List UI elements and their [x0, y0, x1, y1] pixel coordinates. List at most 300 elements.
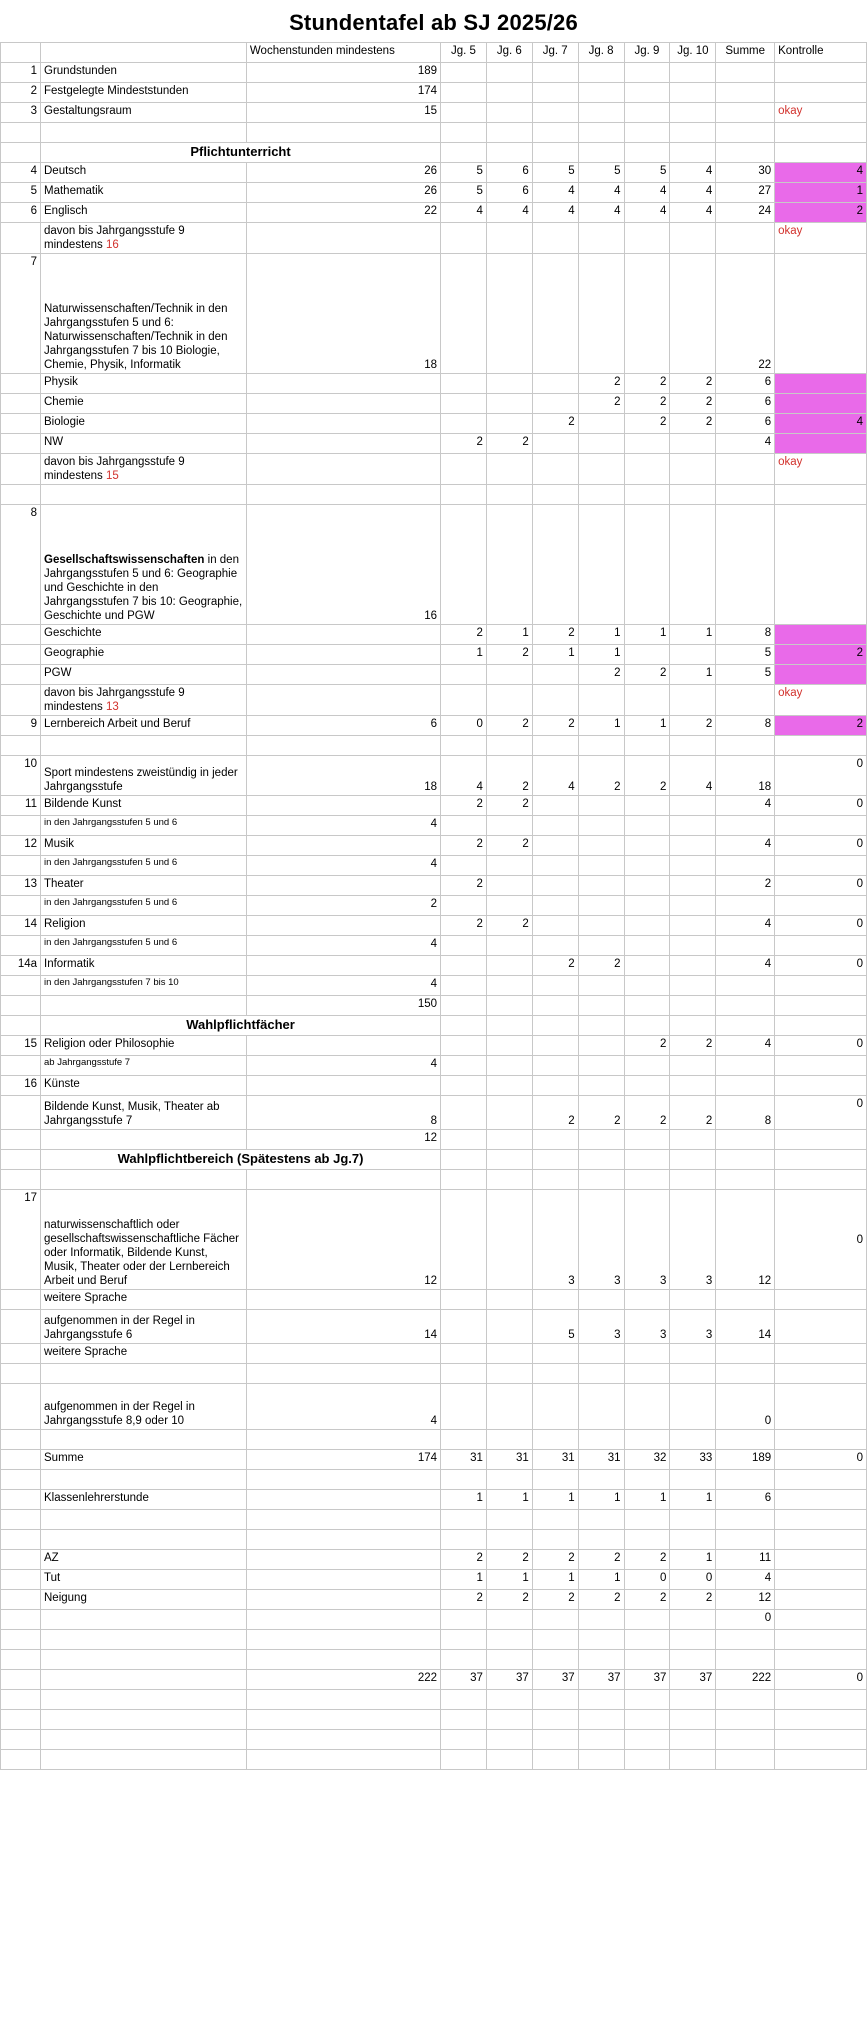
empty-cell[interactable]: [441, 1170, 487, 1190]
jg10-cell[interactable]: [670, 1344, 716, 1364]
row-label[interactable]: AZ: [41, 1550, 247, 1570]
jg8-cell[interactable]: [578, 896, 624, 916]
empty-cell[interactable]: [716, 1530, 775, 1550]
table-row[interactable]: [1, 434, 867, 454]
jg7-cell[interactable]: [532, 1344, 578, 1364]
jg5-cell[interactable]: 0: [441, 716, 487, 736]
empty-cell[interactable]: [716, 1750, 775, 1770]
jg7-cell[interactable]: [532, 254, 578, 374]
empty-cell[interactable]: [41, 1364, 247, 1384]
kontrolle-cell[interactable]: [775, 665, 867, 685]
empty-cell[interactable]: [775, 485, 867, 505]
table-row[interactable]: [1, 1710, 867, 1730]
empty-cell[interactable]: [441, 1730, 487, 1750]
table-row[interactable]: [1, 1076, 867, 1096]
table-row[interactable]: [1, 1530, 867, 1550]
jg9-cell[interactable]: [624, 254, 670, 374]
wochenstunden-cell[interactable]: 12: [246, 1130, 440, 1150]
empty-cell[interactable]: [41, 1530, 247, 1550]
jg5-cell[interactable]: [441, 505, 487, 625]
row-number[interactable]: 15: [1, 1036, 41, 1056]
wochenstunden-cell[interactable]: [246, 625, 440, 645]
kontrolle-cell[interactable]: [775, 1290, 867, 1310]
jg10-cell[interactable]: 33: [670, 1450, 716, 1470]
jg10-cell[interactable]: [670, 223, 716, 254]
jg8-cell[interactable]: [578, 685, 624, 716]
row-number[interactable]: [1, 414, 41, 434]
wochenstunden-cell[interactable]: [246, 796, 440, 816]
jg9-cell[interactable]: [624, 645, 670, 665]
jg9-cell[interactable]: 2: [624, 665, 670, 685]
summe-cell[interactable]: 24: [716, 203, 775, 223]
jg7-cell[interactable]: [532, 665, 578, 685]
table-row[interactable]: [1, 485, 867, 505]
jg9-cell[interactable]: [624, 83, 670, 103]
wochenstunden-cell[interactable]: [246, 645, 440, 665]
kontrolle-cell[interactable]: [775, 976, 867, 996]
jg7-cell[interactable]: 1: [532, 1570, 578, 1590]
row-label[interactable]: Sport mindestens zweistündig in jeder Jahrgangsstufe: [41, 756, 247, 796]
jg5-cell[interactable]: 31: [441, 1450, 487, 1470]
empty-cell[interactable]: [486, 1364, 532, 1384]
jg10-cell[interactable]: [670, 645, 716, 665]
empty-cell[interactable]: [1, 1364, 41, 1384]
table-row[interactable]: [1, 1510, 867, 1530]
jg10-cell[interactable]: 1: [670, 1550, 716, 1570]
empty-cell[interactable]: [670, 1750, 716, 1770]
empty-cell[interactable]: [532, 1364, 578, 1384]
empty-cell[interactable]: [578, 1730, 624, 1750]
kontrolle-cell[interactable]: [775, 625, 867, 645]
jg7-cell[interactable]: [532, 1076, 578, 1096]
empty-cell[interactable]: [670, 485, 716, 505]
empty-cell[interactable]: [246, 1750, 440, 1770]
empty-cell[interactable]: [486, 1510, 532, 1530]
wochenstunden-cell[interactable]: [246, 223, 440, 254]
table-row[interactable]: [1, 123, 867, 143]
empty-cell[interactable]: [486, 1530, 532, 1550]
table-row[interactable]: [1, 936, 867, 956]
empty-cell[interactable]: [486, 1470, 532, 1490]
empty-cell[interactable]: [486, 1690, 532, 1710]
empty-cell[interactable]: [624, 1150, 670, 1170]
jg9-cell[interactable]: [624, 856, 670, 876]
jg7-cell[interactable]: [532, 856, 578, 876]
table-row[interactable]: [1, 736, 867, 756]
jg5-cell[interactable]: 2: [441, 876, 487, 896]
wochenstunden-cell[interactable]: 14: [246, 1310, 440, 1344]
summe-cell[interactable]: 6: [716, 394, 775, 414]
table-row[interactable]: [1, 83, 867, 103]
summe-cell[interactable]: 6: [716, 414, 775, 434]
row-number[interactable]: 17: [1, 1190, 41, 1290]
table-row[interactable]: [1, 796, 867, 816]
table-row[interactable]: [1, 1730, 867, 1750]
jg7-cell[interactable]: 37: [532, 1670, 578, 1690]
row-label[interactable]: Mathematik: [41, 183, 247, 203]
empty-cell[interactable]: [441, 1510, 487, 1530]
row-number[interactable]: 7: [1, 254, 41, 374]
jg7-cell[interactable]: 2: [532, 1550, 578, 1570]
jg10-cell[interactable]: [670, 936, 716, 956]
jg6-cell[interactable]: 2: [486, 716, 532, 736]
table-row[interactable]: [1, 1170, 867, 1190]
jg8-cell[interactable]: [578, 976, 624, 996]
summe-cell[interactable]: 2: [716, 876, 775, 896]
kontrolle-cell[interactable]: 0: [775, 1190, 867, 1290]
row-label[interactable]: Lernbereich Arbeit und Beruf: [41, 716, 247, 736]
table-row[interactable]: [1, 1590, 867, 1610]
empty-cell[interactable]: [670, 1710, 716, 1730]
empty-cell[interactable]: [670, 1016, 716, 1036]
empty-cell[interactable]: [246, 123, 440, 143]
summe-cell[interactable]: 189: [716, 1450, 775, 1470]
jg6-cell[interactable]: 2: [486, 796, 532, 816]
jg6-cell[interactable]: 4: [486, 203, 532, 223]
jg5-cell[interactable]: [441, 1096, 487, 1130]
row-number[interactable]: [1, 1096, 41, 1130]
jg9-cell[interactable]: [624, 956, 670, 976]
row-number[interactable]: [1, 685, 41, 716]
empty-cell[interactable]: [624, 1530, 670, 1550]
summe-cell[interactable]: 4: [716, 836, 775, 856]
empty-cell[interactable]: [578, 1530, 624, 1550]
jg9-cell[interactable]: [624, 103, 670, 123]
jg8-cell[interactable]: 1: [578, 716, 624, 736]
table-row[interactable]: [1, 896, 867, 916]
jg10-cell[interactable]: 2: [670, 1096, 716, 1130]
jg5-cell[interactable]: [441, 1610, 487, 1630]
summe-cell[interactable]: [716, 896, 775, 916]
wochenstunden-cell[interactable]: 4: [246, 976, 440, 996]
row-label[interactable]: Bildende Kunst, Musik, Theater ab Jahrgangsstufe 7: [41, 1096, 247, 1130]
jg10-cell[interactable]: 37: [670, 1670, 716, 1690]
jg5-cell[interactable]: [441, 1056, 487, 1076]
empty-cell[interactable]: [532, 1510, 578, 1530]
row-number[interactable]: [1, 1130, 41, 1150]
empty-cell[interactable]: [775, 1530, 867, 1550]
jg5-cell[interactable]: 2: [441, 1550, 487, 1570]
jg10-cell[interactable]: 0: [670, 1570, 716, 1590]
empty-cell[interactable]: [578, 1016, 624, 1036]
empty-cell[interactable]: [41, 485, 247, 505]
jg6-cell[interactable]: 1: [486, 1570, 532, 1590]
jg8-cell[interactable]: 2: [578, 956, 624, 976]
row-number[interactable]: [1, 1150, 41, 1170]
empty-cell[interactable]: [716, 736, 775, 756]
empty-cell[interactable]: [246, 1470, 440, 1490]
summe-cell[interactable]: [716, 856, 775, 876]
jg8-cell[interactable]: [578, 434, 624, 454]
kontrolle-cell[interactable]: 0: [775, 916, 867, 936]
jg6-cell[interactable]: [486, 394, 532, 414]
empty-cell[interactable]: [716, 1016, 775, 1036]
jg10-cell[interactable]: 2: [670, 374, 716, 394]
jg6-cell[interactable]: [486, 254, 532, 374]
wochenstunden-cell[interactable]: 174: [246, 1450, 440, 1470]
jg8-cell[interactable]: [578, 1076, 624, 1096]
row-label[interactable]: Informatik: [41, 956, 247, 976]
empty-cell[interactable]: [624, 1630, 670, 1650]
summe-cell[interactable]: 27: [716, 183, 775, 203]
row-label[interactable]: Grundstunden: [41, 63, 247, 83]
jg6-cell[interactable]: [486, 223, 532, 254]
jg5-cell[interactable]: 5: [441, 183, 487, 203]
jg9-cell[interactable]: [624, 454, 670, 485]
empty-cell[interactable]: [624, 1730, 670, 1750]
jg6-cell[interactable]: [486, 1076, 532, 1096]
jg9-cell[interactable]: 2: [624, 1096, 670, 1130]
jg7-cell[interactable]: 2: [532, 716, 578, 736]
table-row[interactable]: [1, 1056, 867, 1076]
wochenstunden-cell[interactable]: 150: [246, 996, 440, 1016]
wochenstunden-cell[interactable]: 2: [246, 896, 440, 916]
empty-cell[interactable]: [246, 1650, 440, 1670]
jg5-cell[interactable]: [441, 394, 487, 414]
summe-cell[interactable]: 5: [716, 645, 775, 665]
jg9-cell[interactable]: [624, 1076, 670, 1096]
kontrolle-cell[interactable]: 2: [775, 716, 867, 736]
empty-cell[interactable]: [41, 1650, 247, 1670]
jg5-cell[interactable]: 2: [441, 1590, 487, 1610]
empty-cell[interactable]: [532, 1650, 578, 1670]
summe-cell[interactable]: [716, 1076, 775, 1096]
jg7-cell[interactable]: 4: [532, 756, 578, 796]
table-row[interactable]: [1, 1490, 867, 1510]
jg7-cell[interactable]: 3: [532, 1190, 578, 1290]
jg7-cell[interactable]: 2: [532, 414, 578, 434]
jg8-cell[interactable]: [578, 223, 624, 254]
empty-cell[interactable]: [246, 1364, 440, 1384]
jg8-cell[interactable]: 2: [578, 374, 624, 394]
jg6-cell[interactable]: [486, 976, 532, 996]
summe-cell[interactable]: 14: [716, 1310, 775, 1344]
jg7-cell[interactable]: 2: [532, 956, 578, 976]
row-label[interactable]: weitere Sprache: [41, 1290, 247, 1310]
wochenstunden-cell[interactable]: 26: [246, 163, 440, 183]
jg6-cell[interactable]: [486, 1344, 532, 1364]
row-number[interactable]: 3: [1, 103, 41, 123]
empty-cell[interactable]: [532, 485, 578, 505]
kontrolle-cell[interactable]: [775, 505, 867, 625]
jg5-cell[interactable]: 4: [441, 203, 487, 223]
jg10-cell[interactable]: [670, 434, 716, 454]
jg9-cell[interactable]: [624, 63, 670, 83]
jg8-cell[interactable]: [578, 916, 624, 936]
wochenstunden-cell[interactable]: [246, 454, 440, 485]
jg9-cell[interactable]: 2: [624, 374, 670, 394]
empty-cell[interactable]: [246, 1430, 440, 1450]
jg8-cell[interactable]: 5: [578, 163, 624, 183]
table-row[interactable]: [1, 223, 867, 254]
jg6-cell[interactable]: 2: [486, 916, 532, 936]
wochenstunden-cell[interactable]: 222: [246, 1670, 440, 1690]
wochenstunden-cell[interactable]: 18: [246, 254, 440, 374]
row-number[interactable]: 14: [1, 916, 41, 936]
jg8-cell[interactable]: [578, 103, 624, 123]
jg7-cell[interactable]: 1: [532, 1490, 578, 1510]
jg10-cell[interactable]: 3: [670, 1190, 716, 1290]
empty-cell[interactable]: [532, 1530, 578, 1550]
summe-cell[interactable]: [716, 1056, 775, 1076]
jg9-cell[interactable]: 1: [624, 1490, 670, 1510]
row-label[interactable]: in den Jahrgangsstufen 5 und 6: [41, 896, 247, 916]
row-label[interactable]: Musik: [41, 836, 247, 856]
table-row[interactable]: [1, 876, 867, 896]
kontrolle-cell[interactable]: [775, 1076, 867, 1096]
empty-cell[interactable]: [441, 1016, 487, 1036]
empty-cell[interactable]: [441, 736, 487, 756]
jg9-cell[interactable]: [624, 1344, 670, 1364]
jg6-cell[interactable]: [486, 876, 532, 896]
kontrolle-cell[interactable]: [775, 1130, 867, 1150]
jg6-cell[interactable]: [486, 454, 532, 485]
empty-cell[interactable]: [246, 1530, 440, 1550]
row-number[interactable]: [1, 1344, 41, 1364]
row-label[interactable]: aufgenommen in der Regel in Jahrgangsstufe 6: [41, 1310, 247, 1344]
empty-cell[interactable]: [1, 485, 41, 505]
kontrolle-cell[interactable]: [775, 1384, 867, 1430]
row-number[interactable]: [1, 1550, 41, 1570]
table-row[interactable]: [1, 956, 867, 976]
jg5-cell[interactable]: [441, 83, 487, 103]
table-row[interactable]: [1, 143, 867, 163]
table-row[interactable]: [1, 1570, 867, 1590]
jg10-cell[interactable]: 4: [670, 756, 716, 796]
empty-cell[interactable]: [532, 1730, 578, 1750]
wochenstunden-cell[interactable]: 12: [246, 1190, 440, 1290]
row-label[interactable]: Summe: [41, 1450, 247, 1470]
empty-cell[interactable]: [716, 1730, 775, 1750]
jg9-cell[interactable]: [624, 936, 670, 956]
row-label[interactable]: Geschichte: [41, 625, 247, 645]
jg10-cell[interactable]: 2: [670, 716, 716, 736]
empty-cell[interactable]: [1, 1650, 41, 1670]
jg7-cell[interactable]: 2: [532, 1096, 578, 1130]
empty-cell[interactable]: [624, 1690, 670, 1710]
jg10-cell[interactable]: [670, 254, 716, 374]
empty-cell[interactable]: [624, 1364, 670, 1384]
empty-cell[interactable]: [1, 1430, 41, 1450]
row-label[interactable]: Klassenlehrerstunde: [41, 1490, 247, 1510]
summe-cell[interactable]: 12: [716, 1190, 775, 1290]
jg10-cell[interactable]: 2: [670, 394, 716, 414]
empty-cell[interactable]: [246, 1510, 440, 1530]
row-number[interactable]: [1, 1384, 41, 1430]
jg9-cell[interactable]: [624, 434, 670, 454]
row-number[interactable]: [1, 1570, 41, 1590]
jg10-cell[interactable]: [670, 836, 716, 856]
jg9-cell[interactable]: 2: [624, 394, 670, 414]
empty-cell[interactable]: [441, 1750, 487, 1770]
jg10-cell[interactable]: [670, 103, 716, 123]
empty-cell[interactable]: [1, 1690, 41, 1710]
row-label[interactable]: Chemie: [41, 394, 247, 414]
table-row[interactable]: [1, 996, 867, 1016]
jg10-cell[interactable]: [670, 1610, 716, 1630]
empty-cell[interactable]: [716, 1150, 775, 1170]
jg7-cell[interactable]: [532, 896, 578, 916]
empty-cell[interactable]: [624, 1170, 670, 1190]
jg10-cell[interactable]: 2: [670, 414, 716, 434]
empty-cell[interactable]: [670, 1150, 716, 1170]
empty-cell[interactable]: [41, 1430, 247, 1450]
jg7-cell[interactable]: 4: [532, 183, 578, 203]
empty-cell[interactable]: [670, 1650, 716, 1670]
empty-cell[interactable]: [775, 1510, 867, 1530]
jg6-cell[interactable]: [486, 63, 532, 83]
empty-cell[interactable]: [1, 1470, 41, 1490]
empty-cell[interactable]: [716, 143, 775, 163]
empty-cell[interactable]: [775, 1364, 867, 1384]
table-row[interactable]: [1, 685, 867, 716]
jg10-cell[interactable]: 4: [670, 203, 716, 223]
empty-cell[interactable]: [441, 143, 487, 163]
jg5-cell[interactable]: 37: [441, 1670, 487, 1690]
summe-cell[interactable]: 4: [716, 916, 775, 936]
jg5-cell[interactable]: [441, 63, 487, 83]
empty-cell[interactable]: [578, 1470, 624, 1490]
empty-cell[interactable]: [246, 485, 440, 505]
table-row[interactable]: [1, 103, 867, 123]
row-label[interactable]: naturwissenschaftlich oder gesellschaftswissenschaftliche Fächer oder Informatik, Bildende Kunst, Musik, Theater oder der Lernbereich Arbeit und Beruf: [41, 1190, 247, 1290]
jg6-cell[interactable]: [486, 936, 532, 956]
jg8-cell[interactable]: [578, 856, 624, 876]
jg9-cell[interactable]: [624, 1290, 670, 1310]
empty-cell[interactable]: [1, 1170, 41, 1190]
jg8-cell[interactable]: [578, 1344, 624, 1364]
kontrolle-cell[interactable]: 0: [775, 1036, 867, 1056]
jg6-cell[interactable]: [486, 414, 532, 434]
jg10-cell[interactable]: [670, 63, 716, 83]
empty-cell[interactable]: [1, 1510, 41, 1530]
empty-cell[interactable]: [578, 1364, 624, 1384]
jg5-cell[interactable]: [441, 1384, 487, 1430]
empty-cell[interactable]: [441, 1690, 487, 1710]
jg6-cell[interactable]: [486, 665, 532, 685]
empty-cell[interactable]: [532, 1690, 578, 1710]
row-label[interactable]: in den Jahrgangsstufen 5 und 6: [41, 816, 247, 836]
row-number[interactable]: 9: [1, 716, 41, 736]
empty-cell[interactable]: [41, 736, 247, 756]
wochenstunden-cell[interactable]: 189: [246, 63, 440, 83]
empty-cell[interactable]: [41, 1510, 247, 1530]
kontrolle-cell[interactable]: 0: [775, 1670, 867, 1690]
jg5-cell[interactable]: [441, 856, 487, 876]
wochenstunden-cell[interactable]: [246, 1036, 440, 1056]
empty-cell[interactable]: [716, 1510, 775, 1530]
row-label[interactable]: weitere Sprache: [41, 1344, 247, 1364]
empty-cell[interactable]: [716, 1710, 775, 1730]
summe-cell[interactable]: [716, 63, 775, 83]
summe-cell[interactable]: [716, 936, 775, 956]
jg9-cell[interactable]: [624, 836, 670, 856]
empty-cell[interactable]: [486, 736, 532, 756]
empty-cell[interactable]: [578, 1430, 624, 1450]
jg8-cell[interactable]: 3: [578, 1190, 624, 1290]
jg9-cell[interactable]: [624, 1056, 670, 1076]
empty-cell[interactable]: [441, 1470, 487, 1490]
jg7-cell[interactable]: [532, 685, 578, 716]
jg8-cell[interactable]: 1: [578, 625, 624, 645]
table-row[interactable]: [1, 976, 867, 996]
jg6-cell[interactable]: 6: [486, 163, 532, 183]
summe-cell[interactable]: 12: [716, 1590, 775, 1610]
empty-cell[interactable]: [41, 1710, 247, 1730]
empty-cell[interactable]: [41, 1170, 247, 1190]
jg5-cell[interactable]: [441, 1076, 487, 1096]
empty-cell[interactable]: [441, 123, 487, 143]
